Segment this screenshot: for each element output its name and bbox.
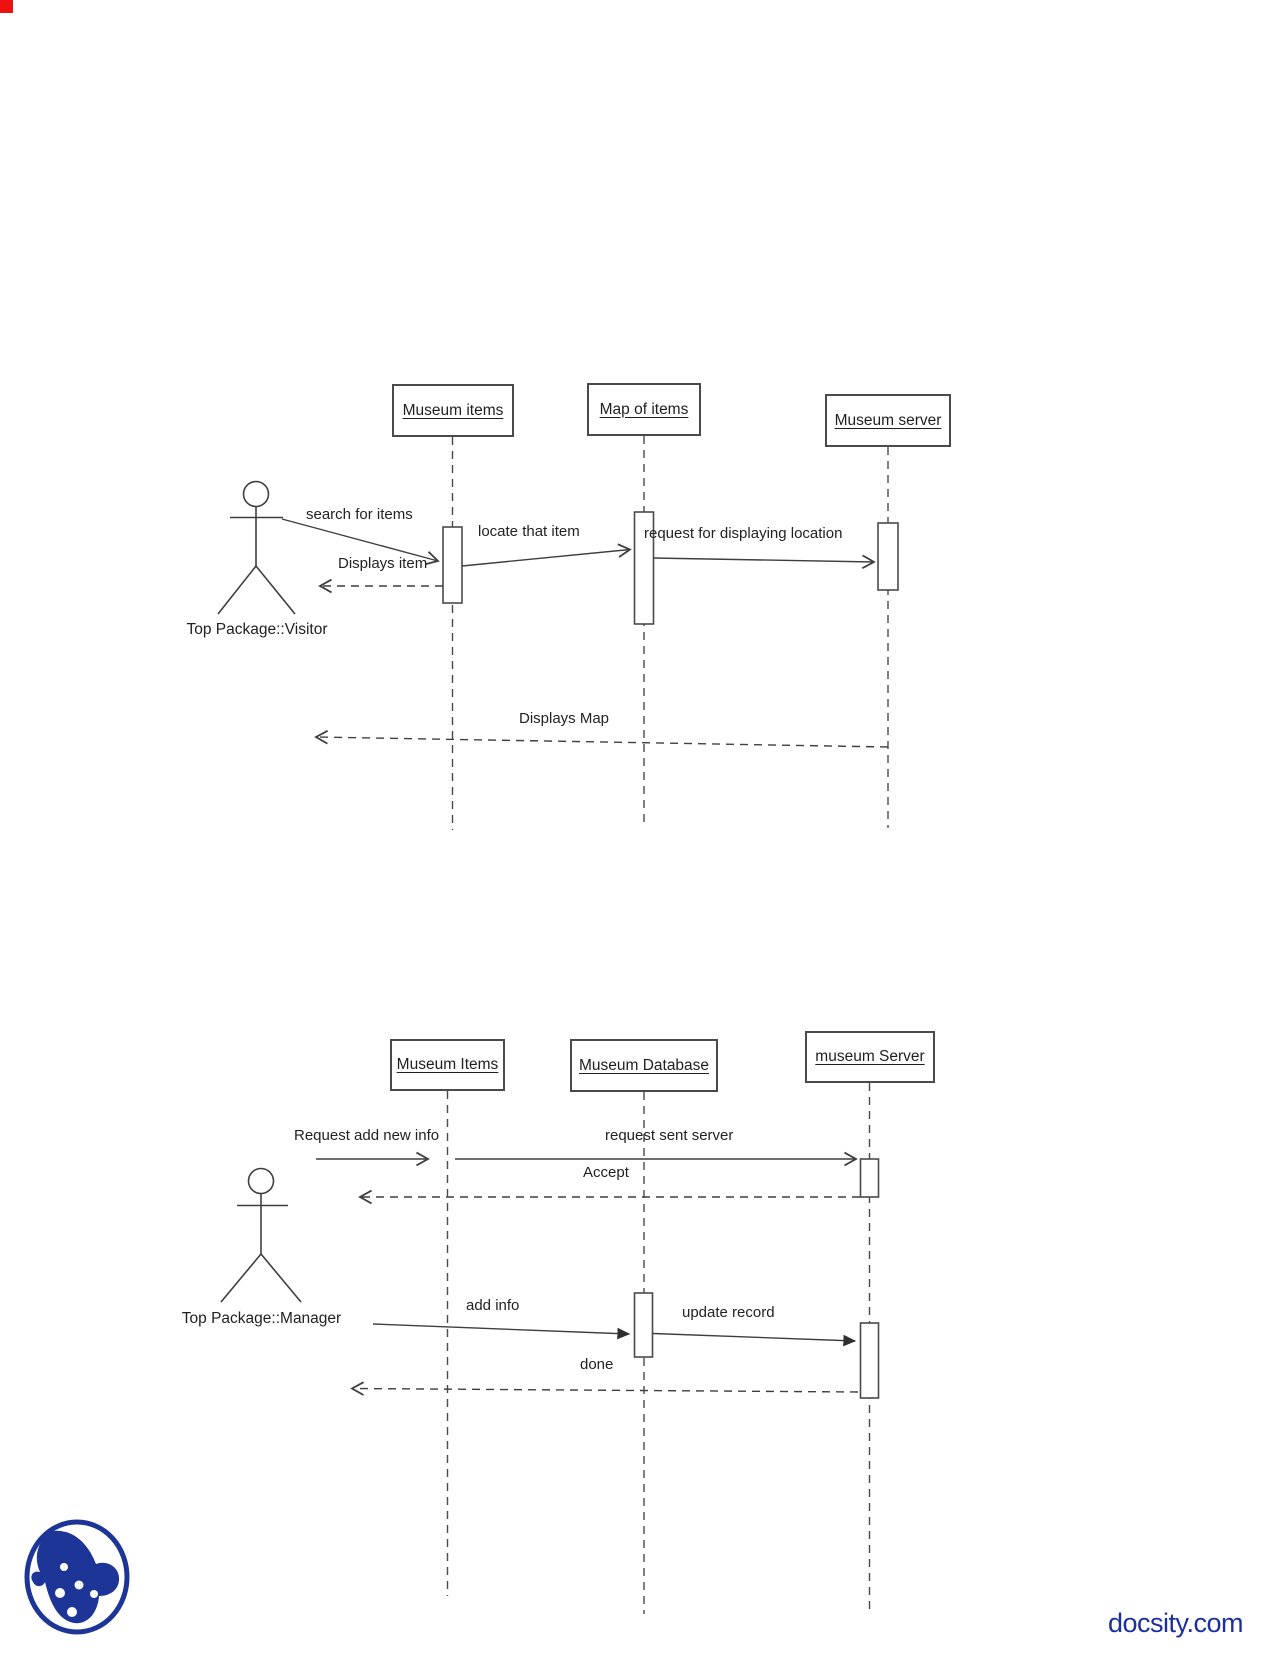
actor-leg-right [261, 1254, 301, 1302]
actor-leg-right [256, 566, 295, 614]
message-done-line [352, 1389, 858, 1393]
message-add-info-label: add info [466, 1297, 520, 1314]
activation-museum-items [443, 527, 462, 603]
actor-visitor-figure [218, 482, 295, 615]
docsity-logo [27, 1522, 127, 1632]
lifeline-head-museum-server-2 [805, 1031, 935, 1083]
activation-server-update [861, 1323, 879, 1398]
message-displays-map-label: Displays Map [519, 710, 610, 727]
lifeline-label: Museum items [402, 401, 504, 419]
logo-hole [67, 1607, 77, 1617]
actor-manager-figure [221, 1169, 301, 1303]
lifeline-label: Museum Items [396, 1056, 499, 1073]
actor-leg-left [218, 566, 256, 614]
docsity-watermark-link[interactable]: docsity.com [1108, 1608, 1244, 1638]
lifeline-label: Map of items [599, 400, 689, 418]
lifeline-label: museum Server [815, 1048, 925, 1065]
message-locate-that-item-label: locate that item [478, 523, 580, 540]
message-accept-label: Accept [583, 1164, 629, 1181]
message-add-info-line [373, 1324, 629, 1334]
actor-leg-left [221, 1254, 261, 1302]
logo-hole [90, 1590, 98, 1598]
lifeline-head-map-of-items [587, 383, 701, 436]
message-displays-map-line [316, 737, 888, 747]
activation-museum-server [878, 523, 898, 590]
message-update-record-label: update record [682, 1304, 775, 1321]
message-displays-item-label: Displays item [338, 555, 428, 572]
message-done-label: done [580, 1356, 614, 1373]
message-request-add-new-info-label: Request add new info [294, 1127, 440, 1144]
message-request-sent-server-label: request sent server [605, 1127, 734, 1144]
lifeline-label: Museum Database [578, 1056, 710, 1074]
activation-server-accept [861, 1159, 879, 1197]
actor-head [244, 482, 269, 507]
lifeline-head-museum-server [825, 394, 951, 447]
actor-visitor-label: Top Package::Visitor [186, 621, 328, 638]
actor-manager-label: Top Package::Manager [181, 1310, 342, 1327]
message-update-record-line [653, 1334, 855, 1342]
lifeline-head-museum-items [392, 384, 514, 437]
logo-hole [60, 1563, 68, 1571]
message-request-displaying-location-line [653, 558, 874, 562]
actor-head [249, 1169, 274, 1194]
page-corner-mark [0, 0, 13, 13]
activation-database-addinfo [635, 1293, 653, 1357]
lifeline-head-museum-items-2 [390, 1039, 505, 1091]
logo-hole [55, 1588, 65, 1598]
lifeline-label: Museum server [834, 411, 942, 429]
message-request-displaying-location-label: request for displaying location [644, 525, 843, 542]
logo-hole [75, 1581, 84, 1590]
diagram-manager [221, 1083, 879, 1614]
lifeline-head-museum-database [570, 1039, 718, 1092]
message-search-for-items-label: search for items [306, 506, 413, 523]
message-locate-that-item-line [462, 550, 630, 567]
